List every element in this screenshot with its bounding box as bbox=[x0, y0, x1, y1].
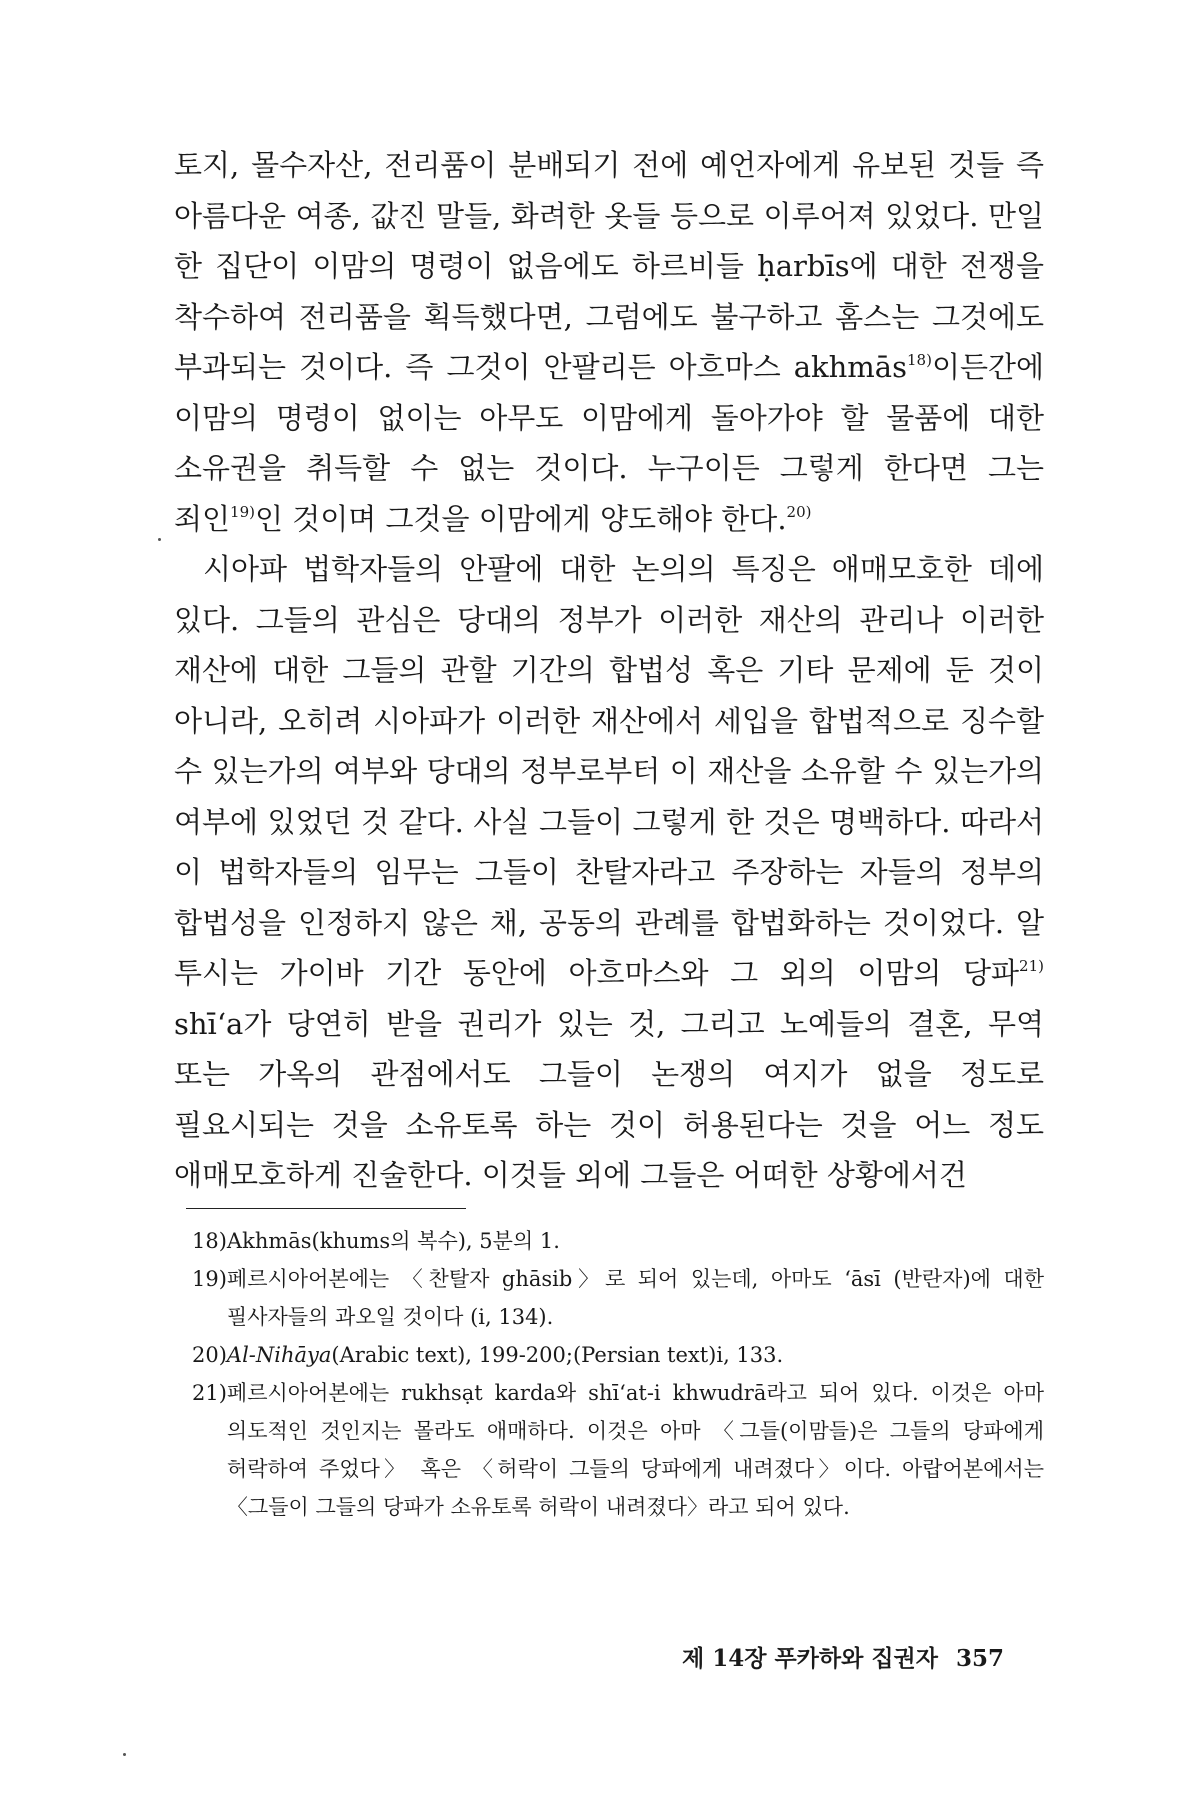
paragraph bbox=[174, 140, 1044, 544]
footnote-text bbox=[227, 1336, 1044, 1374]
footnote-number: 19) bbox=[192, 1267, 227, 1291]
scan-speck bbox=[123, 1753, 126, 1756]
scan-speck bbox=[158, 538, 161, 541]
footnote-ref: 19) bbox=[230, 502, 255, 521]
footnote-text: 페르시아어본에는 〈찬탈자 ghāsib〉로 되어 있는데, 아마도 ‘āsī (반란자)에 대한 필사자들의 과오일 것이다 (i, 134). bbox=[226, 1267, 1044, 1329]
footnote-number: 18) bbox=[192, 1229, 227, 1253]
page-number: 357 bbox=[955, 1645, 1004, 1672]
footnote-citation: (Arabic text), 199-200;(Persian text)i, 133. bbox=[331, 1343, 784, 1367]
footnote-19 bbox=[192, 1260, 1044, 1336]
footnote-21 bbox=[192, 1374, 1044, 1526]
paragraph-text: 토지, 몰수자산, 전리품이 분배되기 전에 예언자에게 유보된 것들 즉 아름다운 여종, 값진 말들, 화려한 옷들 등으로 이루어져 있었다. 만일 한 집단이 이맘의 명령이 없음에도 하르비들 ḥarbīs에 대한 전쟁을 착수하여 전리품을 획득했다면, 그럼에도 불구하고 홈스는 그것에도 부과되는 것이다. 즉 그것이 안팔리든 아흐마스 akhmās bbox=[174, 148, 1044, 384]
paragraph bbox=[174, 544, 1044, 1201]
footnote-number: 20) bbox=[192, 1343, 227, 1367]
paragraph-text: 시아파 법학자들의 안팔에 대한 논의의 특징은 애매모호한 데에 있다. 그들의 관심은 당대의 정부가 이러한 재산의 관리나 이러한 재산에 대한 그들의 관할 기간의 합법성 혹은 기타 문제에 둔 것이 아니라, 오히려 시아파가 이러한 재산에서 세입을 합법적으로 징수할 수 있는가의 여부와 당대의 정부로부터 이 재산을 소유할 수 있는가의 여부에 있었던 것 같다. 사실 그들이 그렇게 한 것은 명백하다. 따라서 이 법학자들의 임무는 그들이 찬탈자라고 주장하는 자들의 정부의 합법성을 인정하지 않은 채, 공동의 관례를 합법화하는 것이었다. 알 투시는 가이바 기간 동안에 아흐마스와 그 외의 이맘의 당파 bbox=[174, 552, 1044, 990]
main-text bbox=[174, 140, 1044, 1201]
paragraph-text: 인 것이며 그것을 이맘에게 양도해야 한다. bbox=[254, 501, 787, 536]
footnotes bbox=[192, 1222, 1044, 1526]
footnote-ref: 21) bbox=[1019, 957, 1044, 975]
footnote-text: Akhmās(khums의 복수), 5분의 1. bbox=[226, 1229, 560, 1253]
footnote-italic-title: Al-Nihāya bbox=[226, 1343, 332, 1367]
footnote-number: 21) bbox=[192, 1381, 227, 1405]
footnote-ref: 20) bbox=[786, 502, 812, 521]
paragraph-text: shī‘a가 당연히 받을 권리가 있는 것, 그리고 노예들의 결혼, 무역 또는 가옥의 관점에서도 그들이 논쟁의 여지가 없을 정도로 필요시되는 것을 소유토록 하는 것이 허용된다는 것을 어느 정도 애매모호하게 진술한다. 이것들 외에 그들은 어떠한 상황에서건 bbox=[174, 1006, 1044, 1192]
footnote-18 bbox=[192, 1222, 1044, 1260]
running-footer bbox=[682, 1640, 1004, 1673]
footnote-divider bbox=[186, 1208, 466, 1209]
footnote-20 bbox=[192, 1336, 1044, 1374]
footnote-ref: 18) bbox=[906, 351, 932, 369]
paragraph-text: 이든간에 이맘의 명령이 없이는 아무도 이맘에게 돌아가야 할 물품에 대한 소유권을 취득할 수 없는 것이다. 누구이든 그렇게 한다면 그는 죄인 bbox=[174, 350, 1044, 536]
chapter-title: 제 14장 푸카하와 집권자 bbox=[681, 1645, 938, 1672]
footnote-text: 페르시아어본에는 rukhsạt karda와 shī‘at-i khwudrā라고 되어 있다. 이것은 아마 의도적인 것인지는 몰라도 애매하다. 이것은 아마 〈그들(이맘들)은 그들의 당파에게 허락하여 주었다〉 혹은 〈허락이 그들의 당파에게 내려졌다〉이다. 아랍어본에서는 〈그들이 그들의 당파가 소유토록 허락이 내려졌다〉라고 되어 있다. bbox=[226, 1381, 1044, 1519]
